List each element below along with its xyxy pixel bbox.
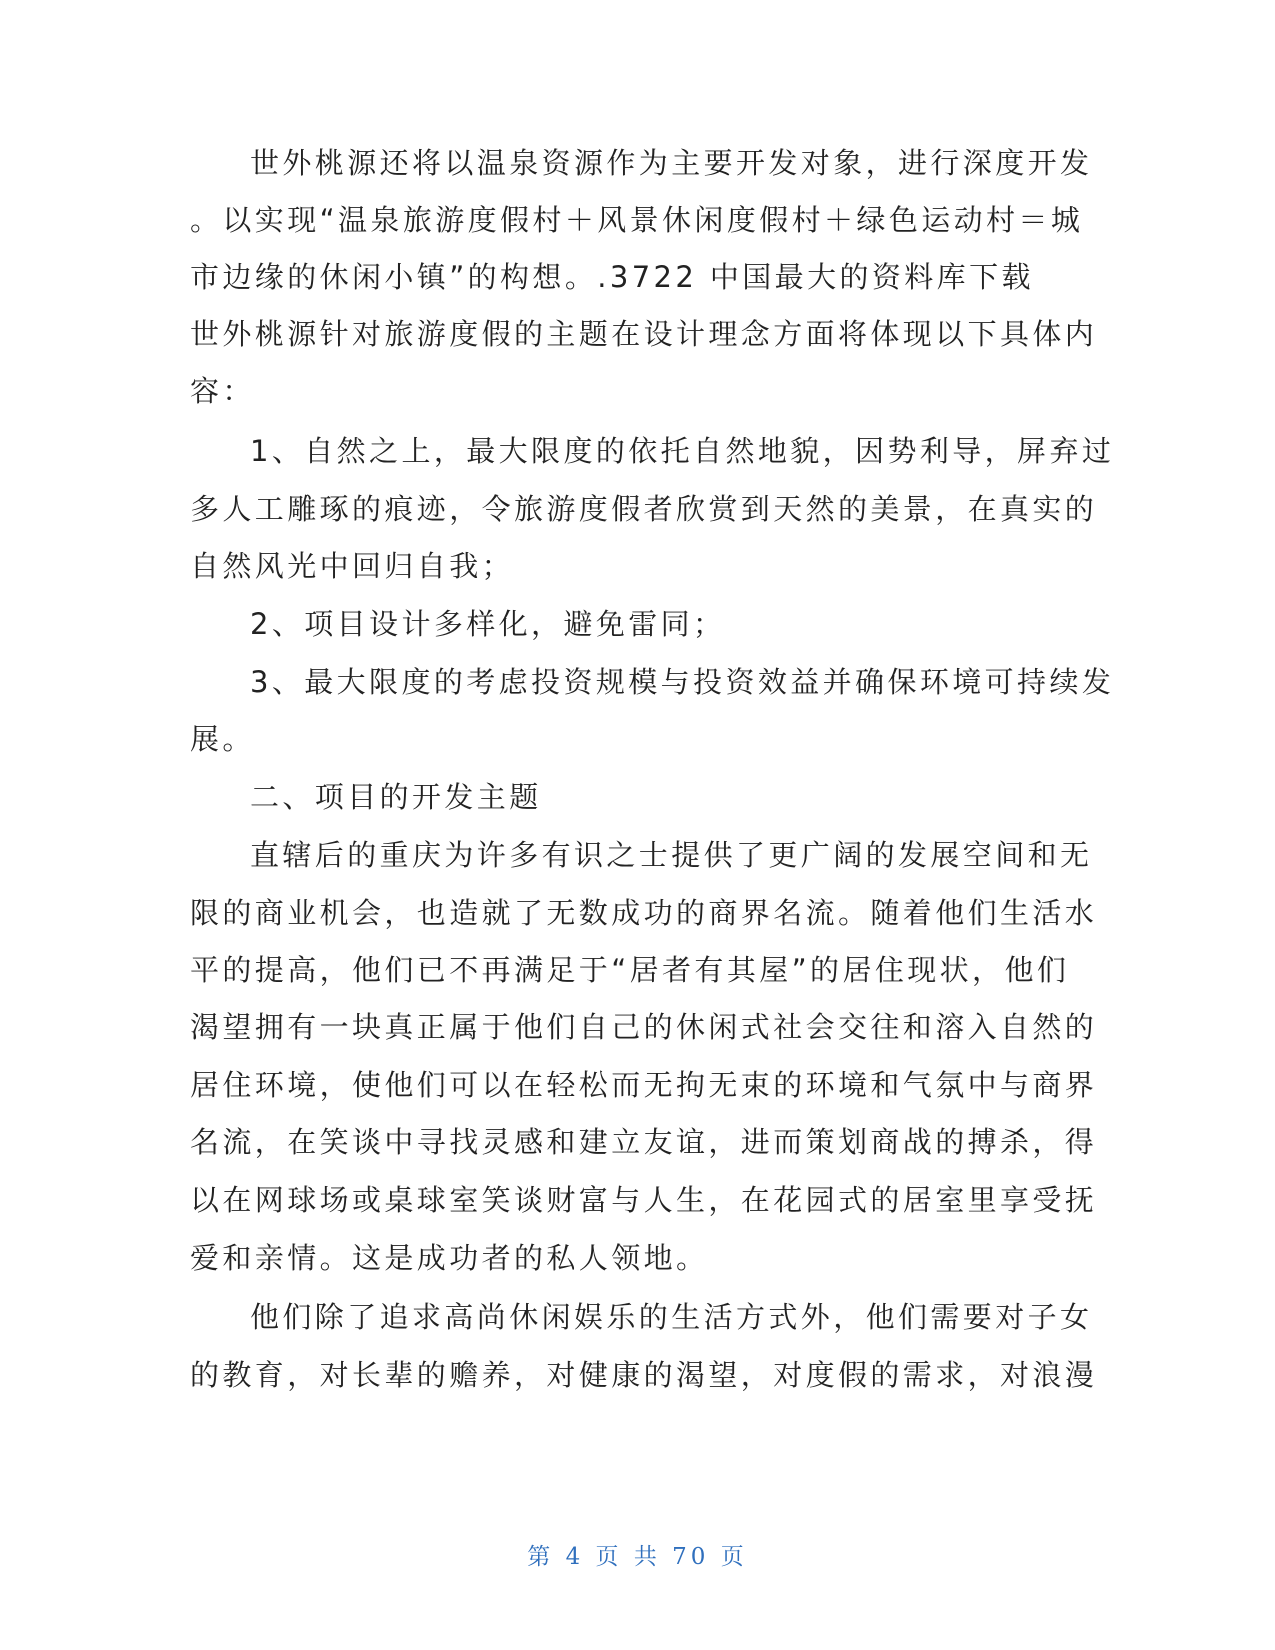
text-line: 自然风光中回归自我； [190,549,515,583]
section-heading: 二、项目的开发主题 [250,780,542,814]
text-line: 他们除了追求高尚休闲娱乐的生活方式外，他们需要对子女 [250,1300,1093,1334]
text-line: 渴望拥有一块真正属于他们自己的休闲式社会交往和溶入自然的 [190,1010,1098,1044]
text-line: 以在网球场或桌球室笑谈财富与人生，在花园式的居室里享受抚 [190,1183,1098,1217]
text-line: 限的商业机会，也造就了无数成功的商界名流。随着他们生活水 [190,896,1098,930]
text-line: 市边缘的休闲小镇”的构想。.3722 中国最大的资料库下载 [190,260,1034,294]
text-line: 居住环境，使他们可以在轻松而无拘无束的环境和气氛中与商界 [190,1068,1098,1102]
text-line: 1、自然之上，最大限度的依托自然地貌，因势利导，屏弃过 [250,434,1115,468]
text-line: 的教育，对长辈的赡养，对健康的渴望，对度假的需求，对浪漫 [190,1358,1098,1392]
text-line: 2、项目设计多样化，避免雷同； [250,607,726,641]
text-line: 3、最大限度的考虑投资规模与投资效益并确保环境可持续发 [250,665,1115,699]
text-line: 容： [190,374,255,408]
text-line: 世外桃源还将以温泉资源作为主要开发对象，进行深度开发 [250,146,1093,180]
text-line: 名流，在笑谈中寻找灵感和建立友谊，进而策划商战的搏杀，得 [190,1125,1098,1159]
text-line: 展。 [190,722,255,756]
text-line: 世外桃源针对旅游度假的主题在设计理念方面将体现以下具体内 [190,317,1098,351]
text-line: 多人工雕琢的痕迹，令旅游度假者欣赏到天然的美景，在真实的 [190,492,1098,526]
page-number-footer: 第 4 页 共 70 页 [527,1544,748,1570]
text-line: 平的提高，他们已不再满足于“居者有其屋”的居住现状，他们 [190,953,1070,987]
text-line: 爱和亲情。这是成功者的私人领地。 [190,1241,709,1275]
text-line: 直辖后的重庆为许多有识之士提供了更广阔的发展空间和无 [250,838,1093,872]
text-line: 。以实现“温泉旅游度假村＋风景休闲度假村＋绿色运动村＝城 [190,203,1084,237]
